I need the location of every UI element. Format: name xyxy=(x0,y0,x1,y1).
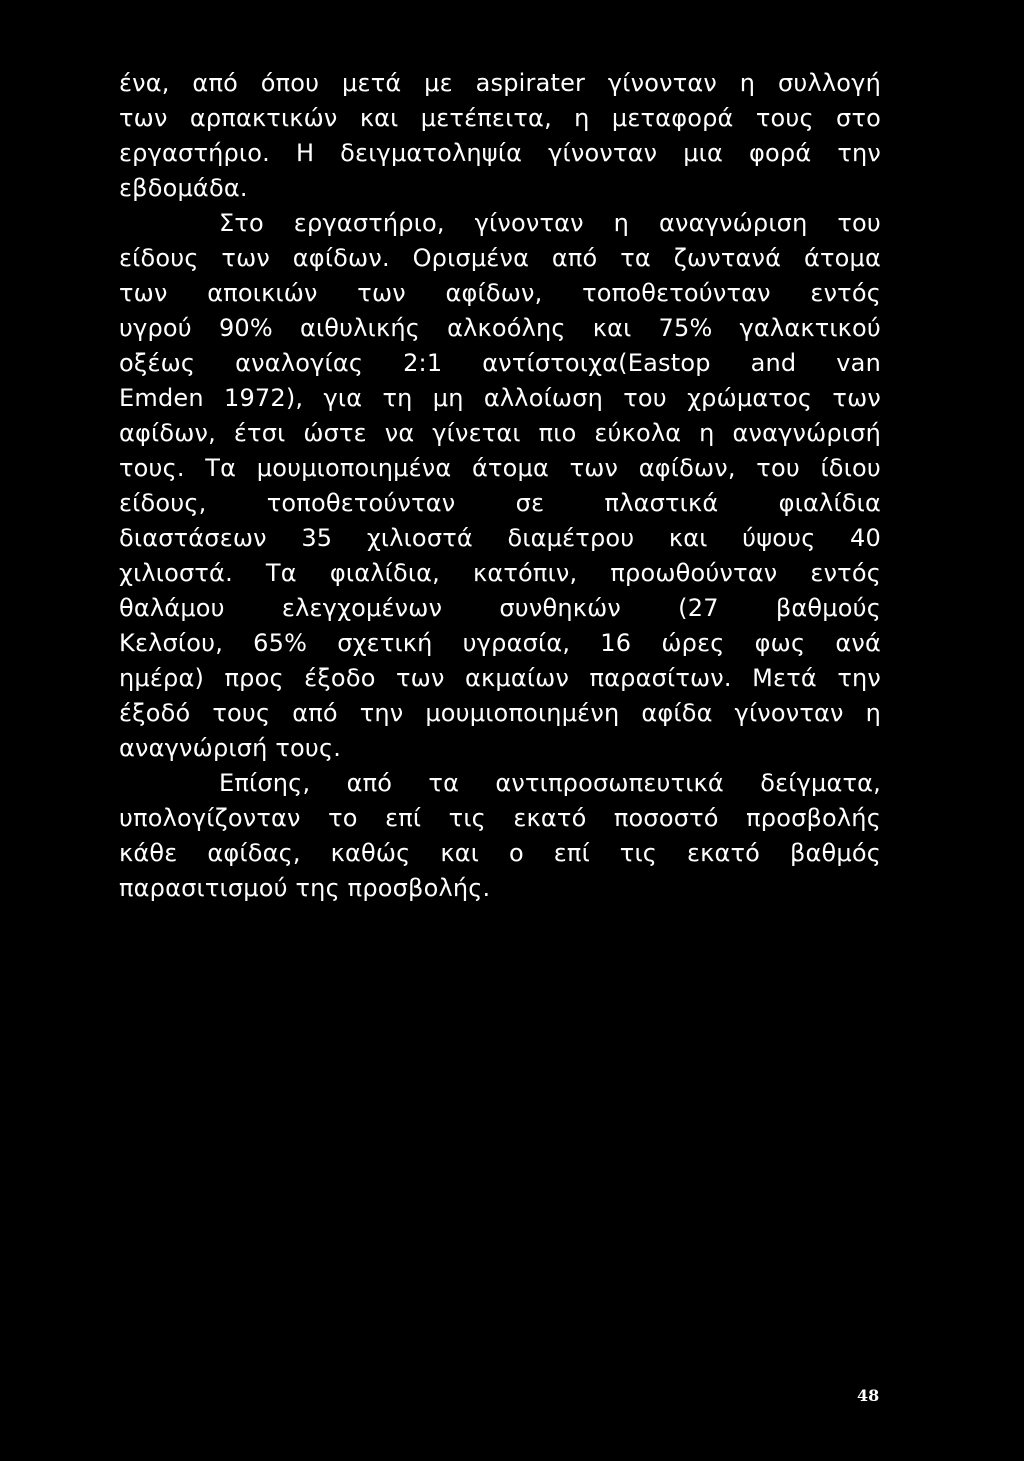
text-line: Στο εργαστήριο, γίνονταν η αναγνώριση του xyxy=(219,209,881,237)
text-line: χιλιοστά. Τα φιαλίδια, κατόπιν, προωθούνταν εντός xyxy=(119,559,881,587)
text-line: Κελσίου, 65% σχετική υγρασία, 16 ώρες φως ανά xyxy=(119,629,881,657)
text-line: αφίδων, έτσι ώστε να γίνεται πιο εύκολα η αναγνώρισή xyxy=(119,419,881,447)
text-line: είδους των αφίδων. Ορισμένα από τα ζωντανά άτομα xyxy=(119,244,881,272)
text-line: Επίσης, από τα αντιπροσωπευτικά δείγματα, xyxy=(219,769,881,797)
text-line: θαλάμου ελεγχομένων συνθηκών (27 βαθμούς xyxy=(119,594,881,622)
page-number: 48 xyxy=(857,1386,880,1405)
text-line: εργαστήριο. Η δειγματοληψία γίνονταν μια φορά την xyxy=(119,139,881,167)
text-line: ημέρα) προς έξοδο των ακμαίων παρασίτων. Μετά την xyxy=(119,664,881,692)
text-line: υπολογίζονταν το επί τις εκατό ποσοστό προσβολής xyxy=(119,804,881,832)
text-line: διαστάσεων 35 χιλιοστά διαμέτρου και ύψους 40 xyxy=(119,524,881,552)
text-line: των αρπακτικών και μετέπειτα, η μεταφορά τους στο xyxy=(119,104,881,132)
text-line: οξέως αναλογίας 2:1 αντίστοιχα(Eastop and van xyxy=(119,349,881,377)
text-line: έξοδό τους από την μουμιοποιημένη αφίδα γίνονταν η xyxy=(119,699,881,727)
text-line: παρασιτισμού της προσβολής. xyxy=(119,874,491,902)
text-line: κάθε αφίδας, καθώς και ο επί τις εκατό βαθμός xyxy=(119,839,881,867)
text-line: αναγνώρισή τους. xyxy=(119,734,342,762)
body-text xyxy=(119,66,881,906)
text-line: ένα, από όπου μετά με aspirater γίνονταν η συλλογή xyxy=(119,69,881,97)
text-line: υγρού 90% αιθυλικής αλκοόλης και 75% γαλακτικού xyxy=(119,314,881,342)
text-line: είδους, τοποθετούνταν σε πλαστικά φιαλίδια xyxy=(119,489,881,517)
text-line: τους. Τα μουμιοποιημένα άτομα των αφίδων, του ίδιου xyxy=(119,454,881,482)
text-line: των αποικιών των αφίδων, τοποθετούνταν εντός xyxy=(119,279,881,307)
text-line: Emden 1972), για τη μη αλλοίωση του χρώματος των xyxy=(119,384,881,412)
text-line: εβδομάδα. xyxy=(119,174,248,202)
